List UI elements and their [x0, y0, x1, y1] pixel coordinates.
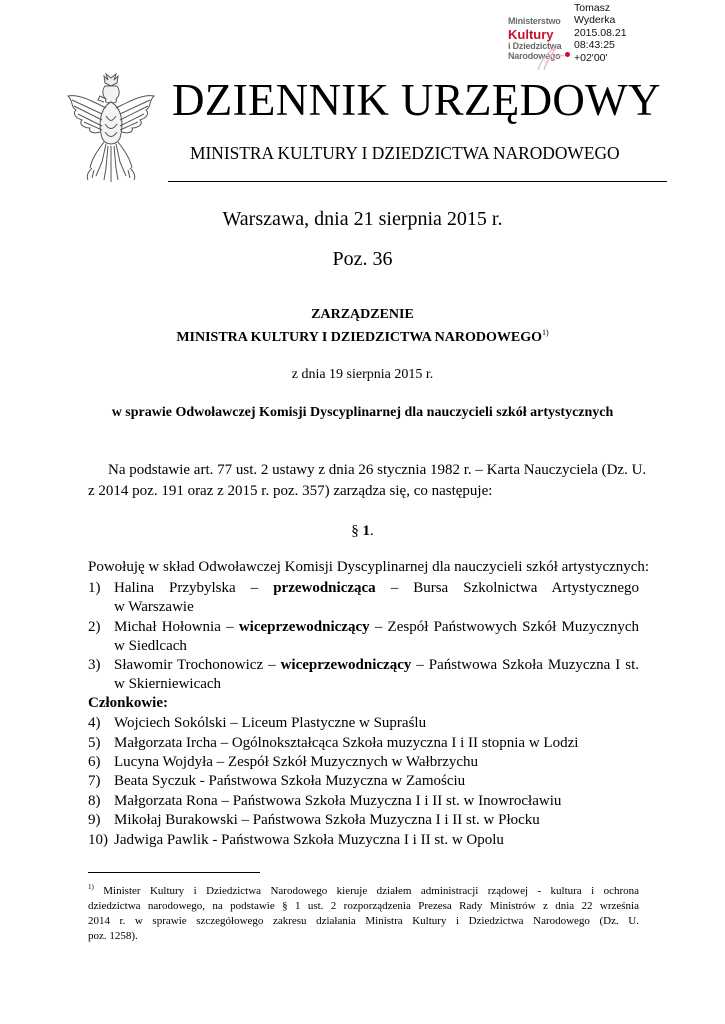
footnote — [88, 880, 639, 944]
list-number: 7) — [88, 773, 101, 789]
officer-institution-cont: w Siedlcach — [114, 638, 187, 654]
officer-role: przewodnicząca — [273, 580, 376, 596]
member-text: Małgorzata Ircha – Ogólnokształcąca Szkoła muzyczna I i II stopnia w Lodzi — [114, 735, 579, 751]
act-authority — [0, 328, 725, 346]
intro-line-1: Na podstawie art. 77 ust. 2 ustawy z dnia 26 stycznia 1982 r. – Karta Nauczyciela (Dz. U. — [108, 462, 647, 478]
officer-institution: – Bursa Szkolnictwa Artystycznego — [390, 580, 640, 596]
section-number: 1 — [362, 523, 370, 539]
officer-institution: – Państwowa Szkoła Muzyczna I st. — [416, 657, 640, 673]
signature-line: 2015.08.21 — [574, 26, 627, 39]
footnote-line-1 — [88, 880, 639, 899]
member-text: Beata Syczuk - Państwowa Szkoła Muzyczna w Zamościu — [114, 773, 466, 789]
footnote-divider — [88, 872, 260, 873]
officer-role: wiceprzewodniczący — [280, 657, 412, 673]
list-number: 10) — [88, 832, 108, 848]
footnote-ref: 1) — [541, 328, 549, 337]
list-item — [88, 793, 561, 810]
officer-institution-cont: w Skierniewicach — [114, 676, 222, 692]
eagle-emblem-icon — [62, 72, 160, 184]
footnote-text: Minister Kultury i Dziedzictwa Narodowego kieruje działem administracji rządowej - kultura i ochrona — [103, 885, 640, 897]
header-divider — [168, 181, 667, 182]
officer-name: Sławomir Trochonowicz – — [114, 657, 276, 673]
intro-line-2: z 2014 poz. 191 oraz z 2015 r. poz. 357) zarządza się, co następuje: — [88, 483, 493, 499]
officer-name: Halina Przybylska – — [114, 580, 259, 596]
page-subtitle: MINISTRA KULTURY I DZIEDZICTWA NARODOWEGO — [190, 143, 620, 163]
signature-line: 08:43:25 — [574, 39, 615, 52]
list-number: 4) — [88, 715, 101, 731]
footnote-line-4: poz. 1258). — [88, 930, 138, 942]
list-item — [88, 735, 578, 752]
signature-line: Tomasz — [574, 2, 611, 14]
act-date: z dnia 19 sierpnia 2015 r. — [291, 367, 434, 382]
footnote-marker: 1) — [88, 883, 94, 891]
member-text: Mikołaj Burakowski – Państwowa Szkoła Muzyczna I i II st. w Płocku — [114, 812, 540, 828]
place-and-date: Warszawa, dnia 21 sierpnia 2015 r. — [222, 208, 503, 230]
list-item — [88, 715, 426, 732]
section-symbol: § — [351, 523, 359, 539]
logo-line-2: Kultury — [508, 27, 554, 42]
act-type: ZARZĄDZENIE — [311, 307, 414, 322]
signature-line: Wyderka — [574, 14, 616, 27]
list-item — [88, 619, 639, 636]
act-authority-text: MINISTRA KULTURY I DZIEDZICTWA NARODOWEGO — [176, 330, 542, 345]
footnote-line-3: 2014 r. w sprawie szczegółowego zakresu działania Ministra Kultury i Dziedzictwa Narodowego (Dz. U. — [88, 915, 639, 927]
member-text: Małgorzata Rona – Państwowa Szkoła Muzyczna I i II st. w Inowrocławiu — [114, 793, 562, 809]
list-number: 8) — [88, 793, 101, 809]
logo-line-4: Narodowego — [508, 51, 561, 61]
member-text: Jadwiga Pawlik - Państwowa Szkoła Muzyczna I i II st. w Opolu — [114, 832, 504, 848]
officer-institution-cont: w Warszawie — [114, 599, 194, 615]
list-item — [88, 580, 640, 597]
signature-scribble-icon — [532, 44, 572, 74]
officer-role: wiceprzewodniczący — [238, 619, 370, 635]
footnote-line-2: dziedzictwa narodowego, na podstawie § 1 ust. 2 rozporządzenia Prezesa Rady Ministrów z dnia 22 września — [88, 900, 639, 912]
officer-institution: – Zespół Państwowych Szkół Muzycznych — [374, 619, 639, 635]
list-item — [88, 832, 504, 849]
digital-signature-text — [574, 2, 627, 64]
list-item — [88, 773, 465, 790]
signature-line: +02'00' — [574, 51, 608, 64]
list-item — [88, 812, 540, 829]
list-item — [88, 657, 640, 674]
position-number: Poz. 36 — [332, 248, 393, 270]
members-label: Członkowie: — [88, 695, 168, 711]
appointment-text: Powołuję w skład Odwoławczej Komisji Dyscyplinarnej dla nauczycieli szkół artystycznych: — [88, 559, 650, 575]
list-number: 1) — [88, 580, 101, 596]
logo-line-3: i Dziedzictwa — [508, 41, 562, 51]
member-text: Wojciech Sokólski – Liceum Plastyczne w Supraślu — [114, 715, 427, 731]
officer-name: Michał Hołownia – — [114, 619, 234, 635]
section-suffix: . — [370, 523, 374, 539]
section-heading — [0, 523, 725, 540]
logo-line-1: Ministerstwo — [508, 16, 561, 26]
member-text: Lucyna Wojdyła – Zespół Szkół Muzycznych w Wałbrzychu — [114, 754, 479, 770]
page-title: DZIENNIK URZĘDOWY — [172, 75, 661, 125]
list-number: 9) — [88, 812, 101, 828]
list-number: 6) — [88, 754, 101, 770]
list-item — [88, 754, 478, 771]
act-subject: w sprawie Odwoławczej Komisji Dyscyplinarnej dla nauczycieli szkół artystycznych — [111, 405, 614, 420]
list-number: 3) — [88, 657, 101, 673]
list-number: 5) — [88, 735, 101, 751]
list-number: 2) — [88, 619, 101, 635]
